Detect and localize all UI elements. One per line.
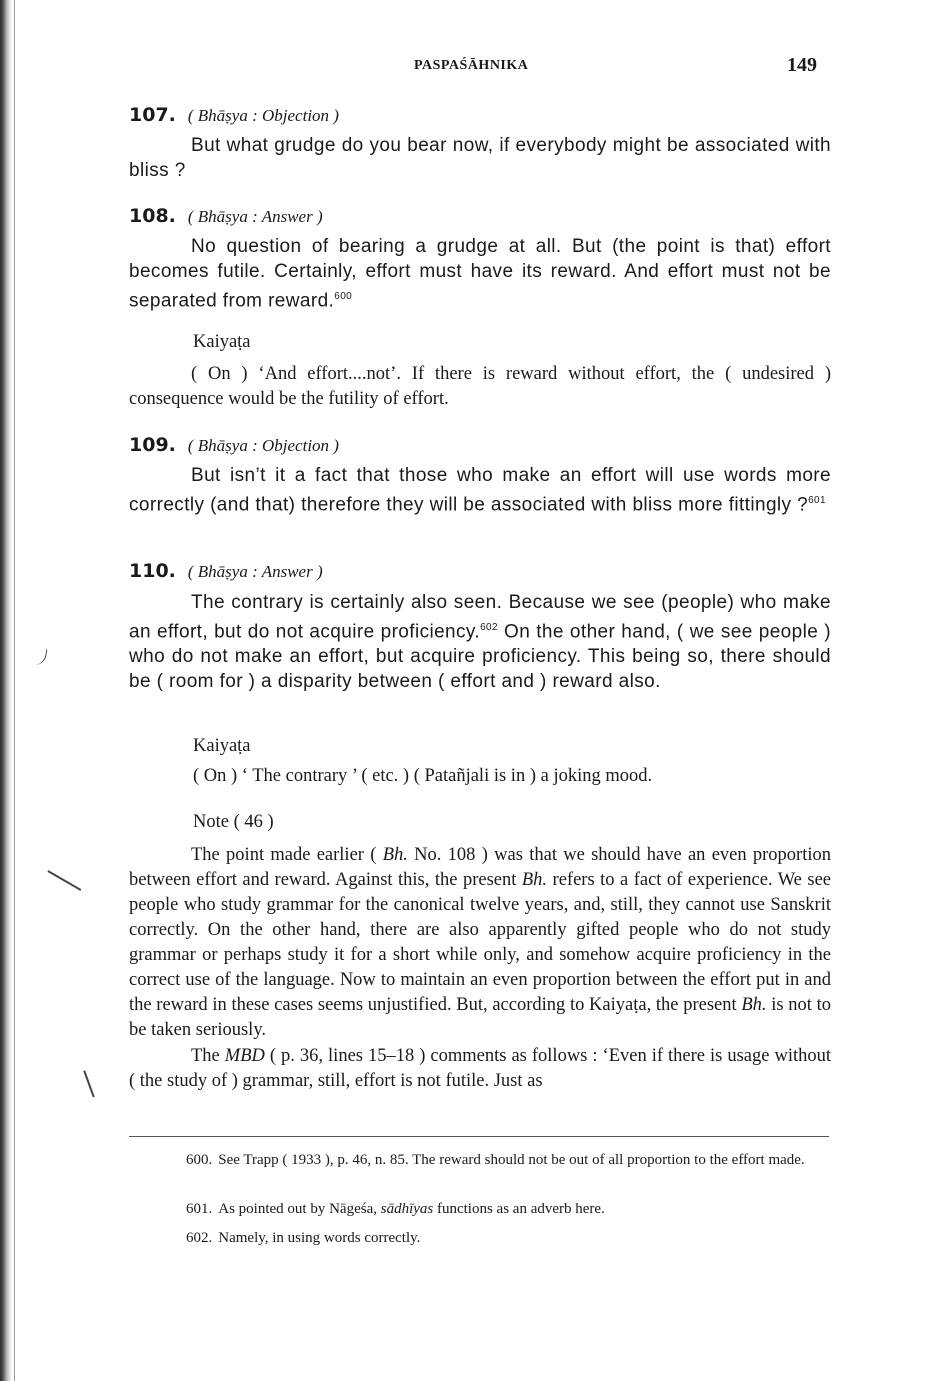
section-107-heading <box>129 104 339 130</box>
footnote-number: 602. <box>186 1230 213 1246</box>
section-109-body <box>129 463 831 517</box>
pencil-mark <box>32 647 48 667</box>
footnote-ref-602: 602 <box>480 622 498 633</box>
section-number: 109. <box>129 434 176 456</box>
note-italic: MBD <box>224 1046 265 1066</box>
section-110-text-b: On the other hand, ( we see people ) who do not make an effort, but acquire proficiency. This being so, there should be ( room for ) a disparity between ( effort and ) reward also. <box>129 621 831 693</box>
kaiyata-110-text: ( On ) ‘ The contrary ’ ( etc. ) ( Patañjali is in ) a joking mood. <box>193 766 653 786</box>
footnote-ref-601: 601 <box>808 495 826 506</box>
section-label: ( Bhāṣya : Objection ) <box>187 436 339 455</box>
note-italic: Bh. <box>741 995 767 1015</box>
pencil-mark <box>48 870 82 890</box>
footnote-600 <box>129 1150 831 1170</box>
section-107-body <box>129 133 831 183</box>
running-head: PASPAŚĀHNIKA <box>414 58 529 73</box>
kaiyata-label-110: Kaiyaṭa <box>193 736 251 756</box>
section-label: ( Bhāṣya : Objection ) <box>187 106 339 125</box>
pencil-mark <box>83 1071 94 1098</box>
section-110-text-a: The contrary is certainly also seen. Because we see (people) who make an effort, but do not acquire proficiency. <box>129 592 831 643</box>
note-text: The <box>191 1046 225 1066</box>
footnote-602 <box>129 1228 831 1248</box>
kaiyata-108-body <box>129 362 831 412</box>
footnote-text: See Trapp ( 1933 ), p. 46, n. 85. The reward should not be out of all proportion to the effort made. <box>218 1152 805 1168</box>
scan-edge-line <box>14 0 15 1381</box>
footnote-italic: sādhīyas <box>380 1201 434 1217</box>
section-110-heading <box>129 560 323 586</box>
page-number: 149 <box>787 54 817 76</box>
footnote-601 <box>129 1199 831 1219</box>
section-108-text <box>129 234 831 313</box>
note-paragraph-2 <box>129 1044 831 1094</box>
note-text: refers to a fact of experience. We see people who study grammar for the canonical twelve years, and, still, they cannot use Sanskrit correctly. On the other hand, there are also apparently gifted people who do not study grammar or perhaps study it for a short while only, and somehow acquire proficiency in the correct use of the language. Now to maintain an even proportion between the effort put in and the reward in these cases seems unjustified. But, according to Kaiyaṭa, the present <box>129 870 831 1015</box>
footnote-ref-600: 600 <box>334 291 353 302</box>
note-label: Note ( 46 ) <box>193 812 274 832</box>
note-text: ( p. 36, lines 15–18 ) comments as follows : ‘Even if there is usage without ( the study of ) grammar, still, effort is not futile. Just as <box>129 1046 832 1091</box>
note-text: is not to be taken seriously. <box>129 995 831 1040</box>
footnote-text: functions as an adverb here. <box>433 1201 605 1217</box>
section-108-body <box>129 234 831 313</box>
kaiyata-108-text: ( On ) ‘And effort....not’. If there is reward without effort, the ( undesired ) consequence would be the futility of effort. <box>129 364 831 409</box>
section-109-text-content: But isn’t it a fact that those who make an effort will use words more correctly (and that) therefore they will be associated with bliss more fittingly ? <box>129 465 831 516</box>
note-body <box>129 843 831 1094</box>
footnote-text: Namely, in using words correctly. <box>218 1230 421 1246</box>
page-header <box>0 54 930 80</box>
scan-edge-shadow <box>0 0 12 1381</box>
section-108-heading <box>129 205 323 231</box>
footnote-number: 600. <box>186 1152 213 1168</box>
note-paragraph-1 <box>129 843 831 1043</box>
section-110-body <box>129 590 831 694</box>
footnote-number: 601. <box>186 1201 213 1217</box>
section-label: ( Bhāṣya : Answer ) <box>187 207 323 226</box>
note-text: No. 108 ) was that we should have an even proportion between effort and reward. Against this, the present <box>129 845 831 890</box>
note-text: The point made earlier ( <box>191 845 383 865</box>
section-110-text <box>129 590 831 694</box>
section-109-text <box>129 463 831 517</box>
section-number: 107. <box>129 104 176 126</box>
section-109-heading <box>129 434 339 460</box>
note-italic: Bh. <box>382 845 408 865</box>
section-number: 108. <box>129 205 176 227</box>
note-italic: Bh. <box>521 870 548 890</box>
section-number: 110. <box>129 560 176 582</box>
kaiyata-label-108: Kaiyaṭa <box>193 332 251 352</box>
footnote-rule <box>129 1136 829 1137</box>
section-108-text-content: No question of bearing a grudge at all. But (the point is that) effort becomes futile. Certainly, effort must have its reward. And effort must not be separated from reward. <box>129 236 831 312</box>
section-107-text: But what grudge do you bear now, if everybody might be associated with bliss ? <box>129 135 831 181</box>
footnote-text: As pointed out by Nāgeśa, <box>218 1201 381 1217</box>
section-label: ( Bhāṣya : Answer ) <box>187 562 323 581</box>
